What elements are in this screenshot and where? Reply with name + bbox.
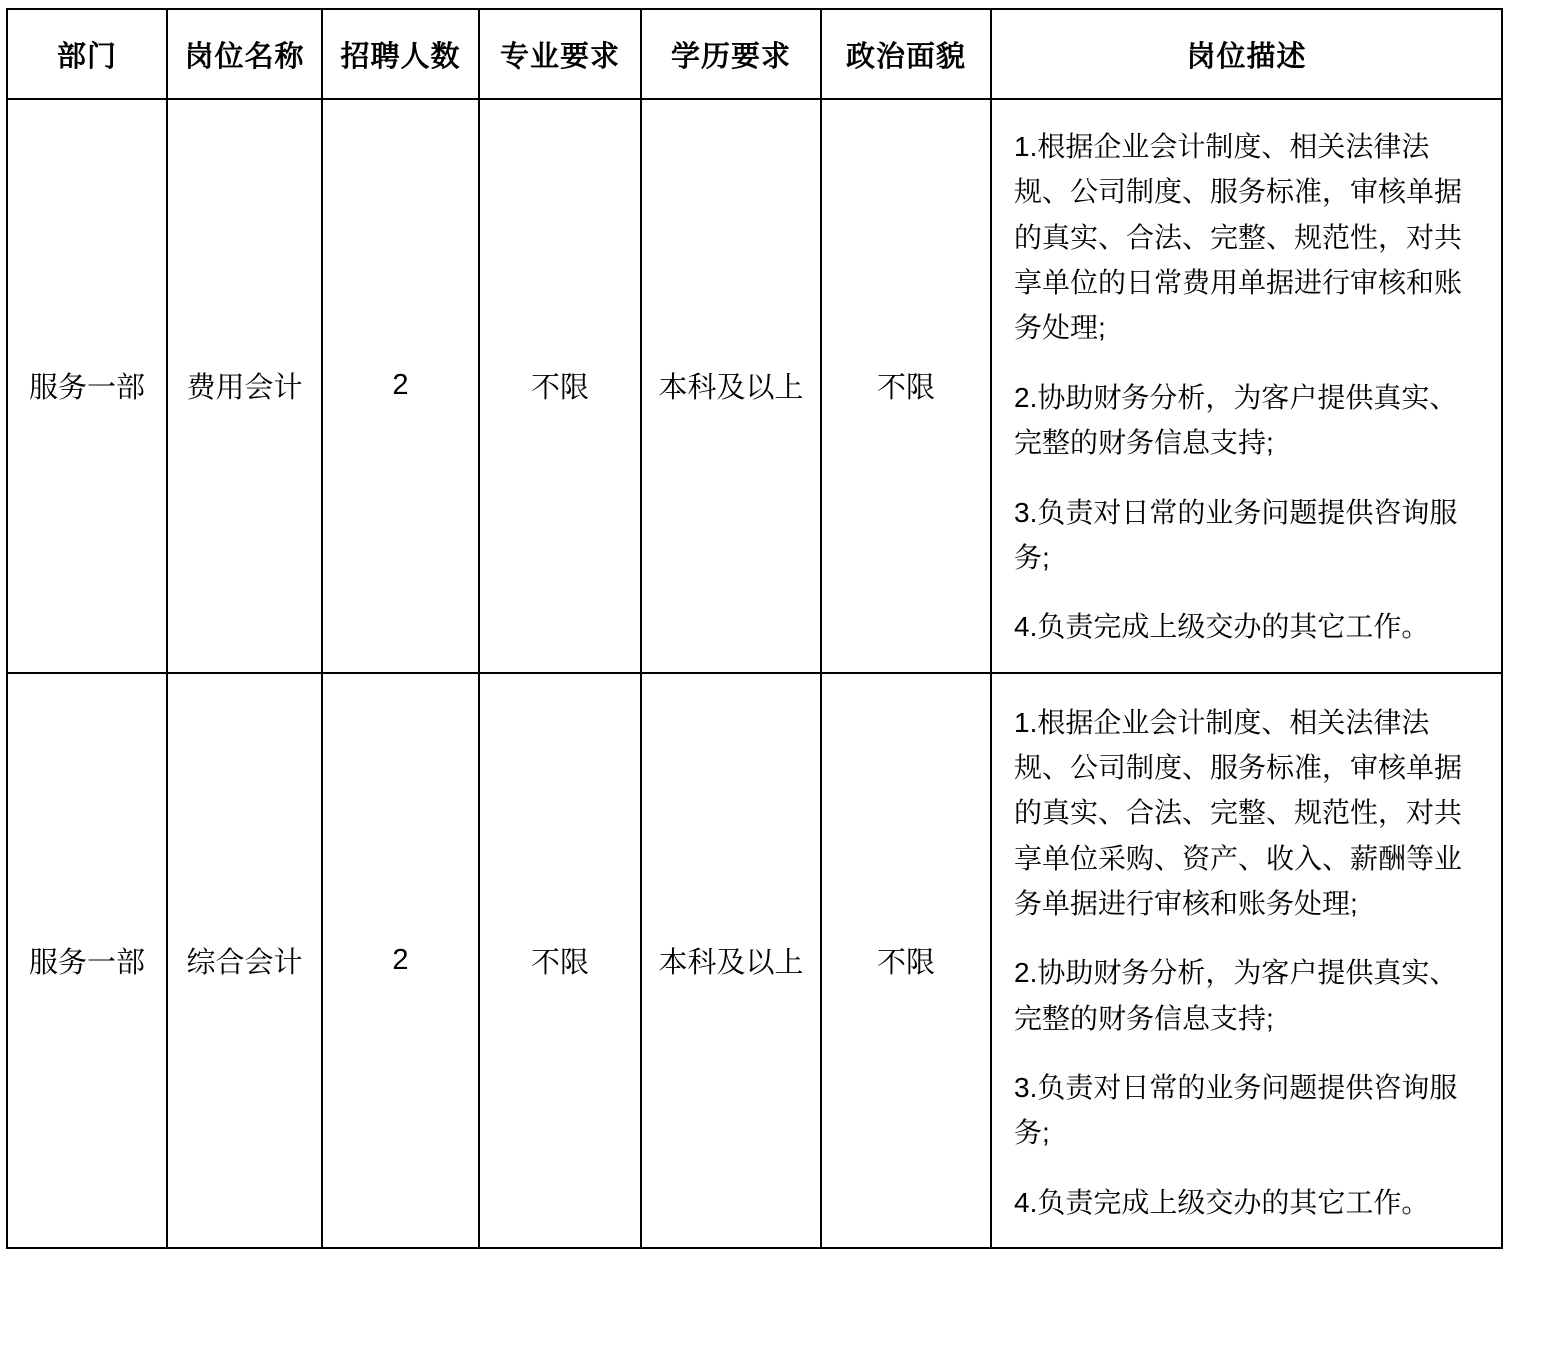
- cell-department: 服务一部: [7, 99, 167, 673]
- column-header-position: 岗位名称: [167, 9, 322, 99]
- description-item: 4.负责完成上级交办的其它工作。: [1014, 611, 1430, 643]
- description-item: 3.负责对日常的业务问题提供咨询服务;: [1014, 1072, 1458, 1149]
- cell-major: 不限: [479, 99, 641, 673]
- cell-position: 综合会计: [167, 673, 322, 1249]
- description-item: 2.协助财务分析，为客户提供真实、完整的财务信息支持;: [1014, 957, 1458, 1034]
- table-header-row: [7, 9, 1502, 99]
- job-listing-table: [6, 8, 1503, 1249]
- column-header-education: 学历要求: [641, 9, 821, 99]
- cell-political: 不限: [821, 673, 991, 1249]
- cell-major: 不限: [479, 673, 641, 1249]
- cell-description: [991, 673, 1502, 1249]
- table-body: [7, 99, 1502, 1248]
- cell-education: 本科及以上: [641, 99, 821, 673]
- cell-count: 2: [322, 673, 479, 1249]
- column-header-political: 政治面貌: [821, 9, 991, 99]
- description-item: 2.协助财务分析，为客户提供真实、完整的财务信息支持;: [1014, 381, 1458, 459]
- table-header: [7, 9, 1502, 99]
- column-header-count: 招聘人数: [322, 9, 479, 99]
- description-item: 1.根据企业会计制度、相关法律法规、公司制度、服务标准，审核单据的真实、合法、完整、规范性，对共享单位采购、资产、收入、薪酬等业务单据进行审核和账务处理;: [1014, 706, 1463, 920]
- description-item: 3.负责对日常的业务问题提供咨询服务;: [1014, 496, 1458, 573]
- description-item: 4.负责完成上级交办的其它工作。: [1014, 1186, 1430, 1218]
- table-row: [7, 673, 1502, 1249]
- column-header-department: 部门: [7, 9, 167, 99]
- table-row: [7, 99, 1502, 673]
- cell-political: 不限: [821, 99, 991, 673]
- column-header-description: 岗位描述: [991, 9, 1502, 99]
- cell-description: [991, 99, 1502, 673]
- cell-education: 本科及以上: [641, 673, 821, 1249]
- document-page: [0, 8, 1565, 1366]
- cell-department: 服务一部: [7, 673, 167, 1249]
- cell-position: 费用会计: [167, 99, 322, 673]
- description-item: 1.根据企业会计制度、相关法律法规、公司制度、服务标准，审核单据的真实、合法、完整、规范性，对共享单位的日常费用单据进行审核和账务处理;: [1014, 131, 1463, 344]
- cell-count: 2: [322, 99, 479, 673]
- column-header-major: 专业要求: [479, 9, 641, 99]
